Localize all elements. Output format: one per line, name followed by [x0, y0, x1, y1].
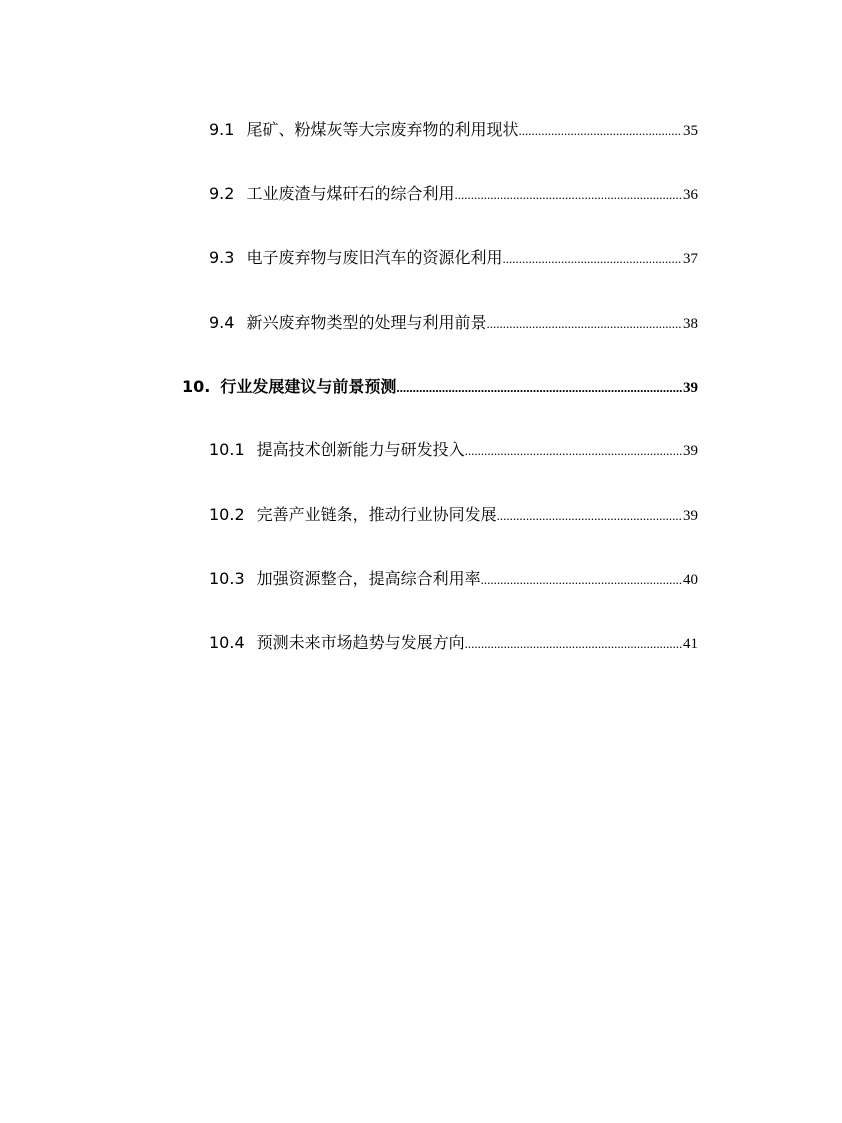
toc-entry-10[interactable]: [182, 374, 698, 400]
toc-entry-10-4[interactable]: [209, 630, 698, 656]
toc-entry-title: 加强资源整合，提高综合利用率: [256, 569, 481, 588]
toc-entry-title: 电子废弃物与废旧汽车的资源化利用: [246, 248, 503, 267]
toc-entry-title: 新兴废弃物类型的处理与利用前景: [246, 313, 487, 332]
toc-entry-9-1[interactable]: [209, 117, 698, 143]
toc-dot-leader: [502, 246, 682, 272]
toc-dot-leader: [518, 118, 682, 144]
toc-entry-number: 9.2: [209, 184, 235, 203]
toc-dot-leader: [465, 438, 682, 464]
toc-entry-page: 36: [683, 187, 698, 203]
toc-entry-number: 10.1: [209, 440, 245, 459]
toc-entry-title: 行业发展建议与前景预测: [220, 377, 397, 396]
toc-entry-page: 35: [683, 123, 698, 139]
toc-entry-number: 9.4: [209, 313, 235, 332]
toc-entry-title: 尾矿、粉煤灰等大宗废弃物的利用现状: [246, 120, 519, 139]
toc-entry-number: 10.2: [209, 505, 245, 524]
toc-entry-page: 38: [683, 316, 698, 332]
toc-entry-page: 41: [683, 636, 698, 652]
toc-entry-page: 40: [683, 572, 698, 588]
toc-entry-number: 9.3: [209, 248, 235, 267]
toc-dot-leader: [481, 567, 682, 593]
toc-entry-10-1[interactable]: [209, 437, 698, 463]
toc-entry-page: 39: [683, 380, 698, 396]
toc-entry-title: 完善产业链条，推动行业协同发展: [256, 505, 497, 524]
toc-entry-page: 37: [683, 251, 698, 267]
toc-entry-title: 预测未来市场趋势与发展方向: [256, 633, 465, 652]
toc-dot-leader: [396, 375, 682, 401]
toc-entry-number: 10.3: [209, 569, 245, 588]
toc-entry-page: 39: [683, 508, 698, 524]
toc-dot-leader: [454, 182, 682, 208]
toc-entry-title: 提高技术创新能力与研发投入: [256, 440, 465, 459]
toc-entry-page: 39: [683, 443, 698, 459]
toc-entry-10-2[interactable]: [209, 502, 698, 528]
toc-entry-10-3[interactable]: [209, 566, 698, 592]
toc-entry-number: 10.: [182, 377, 211, 396]
toc-entry-title: 工业废渣与煤矸石的综合利用: [246, 184, 455, 203]
toc-dot-leader: [486, 311, 682, 337]
toc-entry-9-3[interactable]: [209, 245, 698, 271]
toc-entry-9-2[interactable]: [209, 181, 698, 207]
toc-entry-9-4[interactable]: [209, 310, 698, 336]
toc-dot-leader: [497, 503, 682, 529]
toc-dot-leader: [465, 631, 682, 657]
toc-entry-number: 10.4: [209, 633, 245, 652]
toc-entry-number: 9.1: [209, 120, 235, 139]
